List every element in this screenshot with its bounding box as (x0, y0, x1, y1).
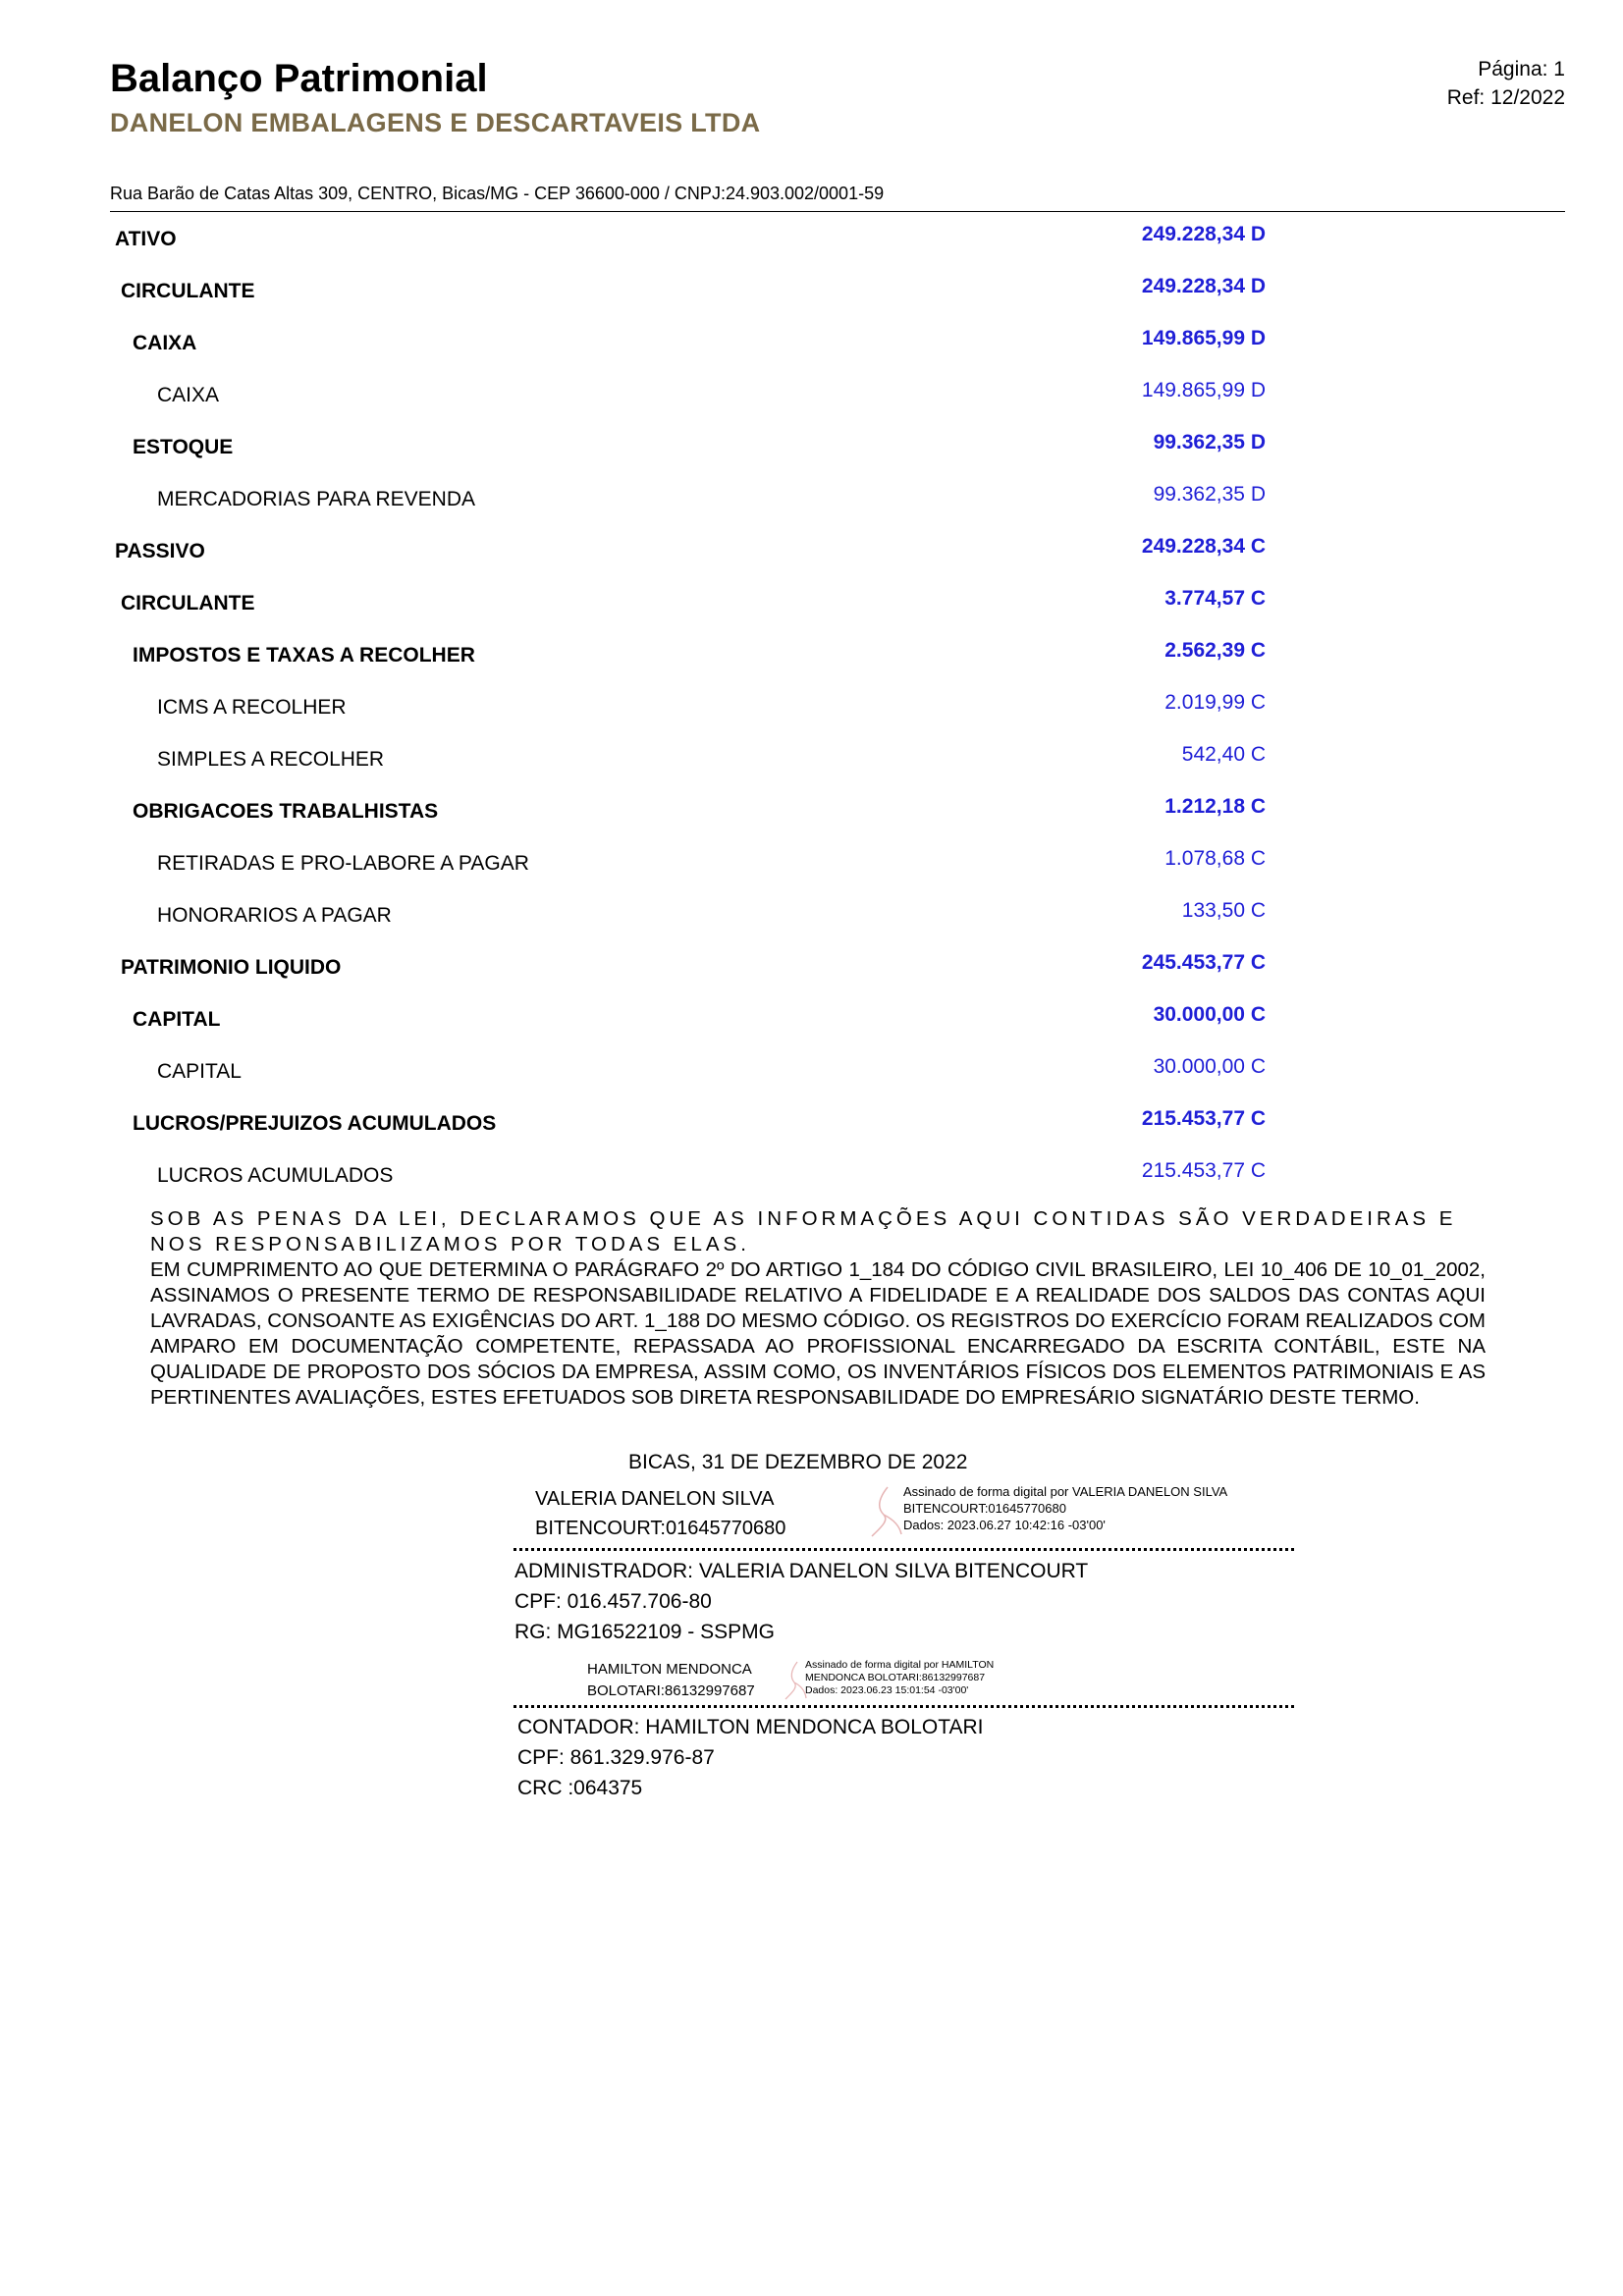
signer-rg: RG: MG16522109 - SSPMG (514, 1621, 775, 1643)
account-row (0, 1048, 1623, 1100)
account-label: CAIXA (133, 332, 197, 354)
account-value: 249.228,34 D (1141, 223, 1266, 245)
account-value: 99.362,35 D (1153, 483, 1266, 506)
company-address: Rua Barão de Catas Altas 309, CENTRO, Bicas/MG - CEP 36600-000 / CNPJ:24.903.002/0001-59 (110, 184, 885, 203)
account-row (0, 996, 1623, 1048)
account-value: 215.453,77 C (1141, 1107, 1266, 1130)
signature-name-line: BITENCOURT:01645770680 (535, 1518, 786, 1539)
account-label: CAIXA (157, 384, 220, 406)
account-row (0, 372, 1623, 424)
account-label: IMPOSTOS E TAXAS A RECOLHER (133, 644, 475, 667)
account-label: CAPITAL (133, 1008, 221, 1031)
account-label: RETIRADAS E PRO-LABORE A PAGAR (157, 852, 529, 875)
declaration-paragraph: SOB AS PENAS DA LEI, DECLARAMOS QUE AS INFORMAÇÕES AQUI CONTIDAS SÃO VERDADEIRAS E NOS RESPONSABILIZAMOS POR TODAS ELAS. (150, 1207, 1457, 1255)
account-row (0, 320, 1623, 372)
account-label: ICMS A RECOLHER (157, 696, 347, 719)
account-value: 99.362,35 D (1153, 431, 1266, 454)
signature-name-line: HAMILTON MENDONCA (587, 1661, 752, 1678)
account-value: 215.453,77 C (1141, 1159, 1266, 1182)
account-value: 149.865,99 D (1141, 327, 1266, 349)
account-row (0, 268, 1623, 320)
stamp-line: Dados: 2023.06.23 15:01:54 -03'00' (805, 1684, 969, 1696)
account-label: CIRCULANTE (121, 592, 255, 614)
account-label: CAPITAL (157, 1060, 242, 1083)
account-label: CIRCULANTE (121, 280, 255, 302)
account-row (0, 1100, 1623, 1152)
account-value: 30.000,00 C (1153, 1055, 1266, 1078)
account-row (0, 944, 1623, 996)
declaration-paragraph: EM CUMPRIMENTO AO QUE DETERMINA O PARÁGRAFO 2º DO ARTIGO 1_184 DO CÓDIGO CIVIL BRASILEIRO, LEI 10_406 DE 10_01_2002, ASSINAMOS O PRESENTE TERMO DE RESPONSABILIDADE RELATIVO A FIDELIDADE E A REALIDADE DOS SALDOS DAS CONTAS AQUI LAVRADAS, CONSOANTE AS EXIGÊNCIAS DO ART. 1_188 DO MESMO CÓDIGO. OS REGISTROS DO EXERCÍCIO FORAM REALIZADOS COM AMPARO EM DOCUMENTAÇÃO COMPETENTE, REPASSADA AO PROFISSIONAL ENCARREGADO DA ESCRITA CONTÁBIL, ESTE NA QUALIDADE DE PROPOSTO DOS SÓCIOS DA EMPRESA, ASSIM COMO, OS INVENTÁRIOS FÍSICOS DOS ELEMENTOS PATRIMONIAIS E AS PERTINENTES AVALIAÇÕES, ESTES EFETUADOS SOB DIRETA RESPONSABILIDADE DO EMPRESÁRIO SIGNATÁRIO DESTE TERMO. (150, 1258, 1486, 1409)
account-row (0, 216, 1623, 268)
responsibility-declaration (150, 1206, 1486, 1411)
account-label: HONORARIOS A PAGAR (157, 904, 392, 927)
stamp-line: BITENCOURT:01645770680 (903, 1501, 1066, 1516)
account-value: 3.774,57 C (1164, 587, 1266, 610)
digital-signature-name (587, 1659, 755, 1702)
signer-cpf: CPF: 016.457.706-80 (514, 1590, 712, 1613)
account-row (0, 424, 1623, 476)
account-value: 2.562,39 C (1164, 639, 1266, 662)
account-label: OBRIGACOES TRABALHISTAS (133, 800, 439, 823)
signer-role: CONTADOR: HAMILTON MENDONCA BOLOTARI (517, 1716, 984, 1738)
account-row (0, 1152, 1623, 1204)
signature-line (514, 1548, 1294, 1551)
stamp-line: Assinado de forma digital por HAMILTON (805, 1659, 995, 1671)
account-value: 249.228,34 D (1141, 275, 1266, 297)
stamp-line: Assinado de forma digital por VALERIA DANELON SILVA (903, 1484, 1228, 1499)
page-info (1447, 55, 1565, 112)
account-value: 542,40 C (1181, 743, 1266, 766)
signer-role: ADMINISTRADOR: VALERIA DANELON SILVA BITENCOURT (514, 1560, 1089, 1582)
account-row (0, 476, 1623, 528)
account-label: LUCROS ACUMULADOS (157, 1164, 394, 1187)
stamp-line: MENDONCA BOLOTARI:86132997687 (805, 1672, 986, 1683)
account-label: ESTOQUE (133, 436, 234, 458)
digital-signature-stamp (903, 1483, 1227, 1533)
account-label: ATIVO (115, 228, 177, 250)
account-value: 149.865,99 D (1141, 379, 1266, 401)
account-value: 249.228,34 C (1141, 535, 1266, 558)
page-number: Página: 1 (1478, 58, 1565, 80)
signer-administrator (514, 1556, 1088, 1647)
digital-signature-name (535, 1484, 785, 1543)
account-row (0, 580, 1623, 632)
account-label: SIMPLES A RECOLHER (157, 748, 385, 771)
account-value: 133,50 C (1181, 899, 1266, 922)
account-value: 1.078,68 C (1164, 847, 1266, 870)
account-label: MERCADORIAS PARA REVENDA (157, 488, 476, 510)
account-label: LUCROS/PREJUIZOS ACUMULADOS (133, 1112, 497, 1135)
account-row (0, 684, 1623, 736)
reference-period: Ref: 12/2022 (1446, 86, 1565, 109)
account-value: 30.000,00 C (1153, 1003, 1266, 1026)
account-value: 245.453,77 C (1141, 951, 1266, 974)
signature-name-line: VALERIA DANELON SILVA (535, 1488, 775, 1510)
account-label: PASSIVO (115, 540, 205, 562)
digital-signature-stamp (805, 1659, 994, 1697)
header-divider (110, 211, 1565, 212)
account-value: 1.212,18 C (1164, 795, 1266, 818)
account-row (0, 528, 1623, 580)
account-label: PATRIMONIO LIQUIDO (121, 956, 342, 979)
digital-signature-mark-icon (866, 1485, 905, 1539)
city-date: BICAS, 31 DE DEZEMBRO DE 2022 (628, 1451, 968, 1473)
account-value: 2.019,99 C (1164, 691, 1266, 714)
signer-accountant (517, 1712, 984, 1803)
signature-name-line: BOLOTARI:86132997687 (587, 1682, 755, 1699)
stamp-line: Dados: 2023.06.27 10:42:16 -03'00' (903, 1518, 1106, 1532)
account-row (0, 632, 1623, 684)
account-row (0, 736, 1623, 788)
document-title: Balanço Patrimonial (110, 57, 488, 100)
account-row (0, 788, 1623, 840)
balance-sheet-table (0, 216, 1623, 1204)
signer-cpf: CPF: 861.329.976-87 (517, 1746, 715, 1769)
signature-line (514, 1705, 1294, 1708)
company-name: DANELON EMBALAGENS E DESCARTAVEIS LTDA (110, 108, 761, 137)
account-row (0, 892, 1623, 944)
account-row (0, 840, 1623, 892)
signer-crc: CRC :064375 (517, 1777, 643, 1799)
